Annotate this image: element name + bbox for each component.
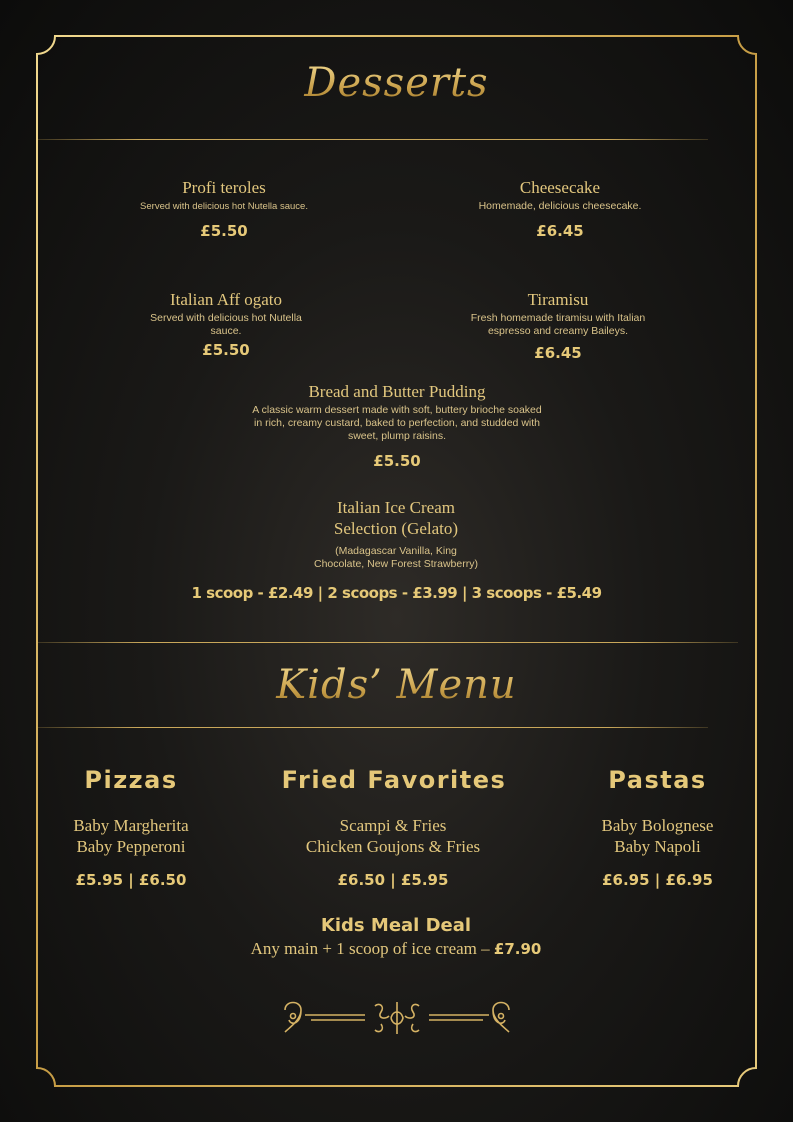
dessert-item: [124, 177, 324, 240]
divider-line: [38, 642, 738, 643]
list-item: Baby Margherita: [73, 816, 189, 835]
kids-meal-deal-line: [196, 938, 596, 960]
item-name: Italian Ice Cream Selection (Gelato): [333, 498, 459, 538]
divider-line: [38, 727, 708, 728]
kids-menu-title: Kids’ Menu: [0, 662, 793, 708]
dessert-item-gelato: [311, 497, 481, 571]
dessert-item: [252, 381, 542, 470]
deal-price: £7.90: [493, 940, 542, 958]
kids-list-pizzas: [40, 815, 222, 857]
ornamental-divider-icon: [281, 998, 513, 1038]
item-name: Italian Aff ogato: [169, 290, 283, 309]
item-price: £6.45: [536, 222, 584, 240]
item-description: Served with delicious hot Nutella sauce.: [140, 201, 308, 212]
item-name: Cheesecake: [519, 178, 601, 197]
kids-list-fried: [268, 815, 518, 857]
item-description: Homemade, delicious cheesecake.: [478, 200, 642, 212]
kids-heading-fried: Fried Favorites: [281, 766, 507, 794]
list-item: Baby Pepperoni: [76, 837, 186, 856]
item-price: £5.50: [200, 222, 248, 240]
desserts-title: Desserts: [0, 60, 793, 106]
dessert-item: [463, 289, 653, 362]
item-price: 1 scoop - £2.49 | 2 scoops - £3.99 | 3 scoops - £5.49: [191, 584, 602, 602]
item-name: Bread and Butter Pudding: [308, 382, 486, 401]
kids-heading-pastas: Pastas: [608, 766, 707, 794]
item-name: Tiramisu: [527, 290, 589, 309]
item-price: £5.50: [202, 341, 250, 359]
list-item: Scampi & Fries: [339, 816, 447, 835]
list-item: Baby Bolognese: [601, 816, 714, 835]
list-item: Baby Napoli: [614, 837, 701, 856]
list-item: Chicken Goujons & Fries: [305, 837, 481, 856]
kids-price-pastas: £6.95 | £6.95: [602, 871, 713, 889]
dessert-item: [455, 177, 665, 240]
kids-heading-pizzas: Pizzas: [84, 766, 178, 794]
kids-meal-deal-title: Kids Meal Deal: [320, 915, 472, 936]
item-description: Fresh homemade tiramisu with Italian espresso and creamy Baileys.: [470, 312, 646, 337]
item-description: Served with delicious hot Nutella sauce.: [150, 312, 302, 337]
item-price: £6.45: [534, 344, 582, 362]
kids-price-pizzas: £5.95 | £6.50: [75, 871, 187, 889]
item-name: Profi teroles: [182, 178, 266, 197]
kids-price-fried: £6.50 | £5.95: [337, 871, 449, 889]
item-description: (Madagascar Vanilla, King Chocolate, New Forest Strawberry): [314, 545, 478, 570]
dessert-item: [136, 289, 316, 359]
item-description: A classic warm dessert made with soft, buttery brioche soaked in rich, creamy custard, baked to perfection, and studded with sweet, plump raisins.: [252, 404, 542, 442]
deal-text: Any main + 1 scoop of ice cream –: [250, 939, 494, 958]
item-price: £5.50: [373, 452, 421, 470]
divider-line: [38, 139, 708, 140]
gelato-price-row: [150, 584, 643, 602]
kids-list-pastas: [575, 815, 740, 857]
